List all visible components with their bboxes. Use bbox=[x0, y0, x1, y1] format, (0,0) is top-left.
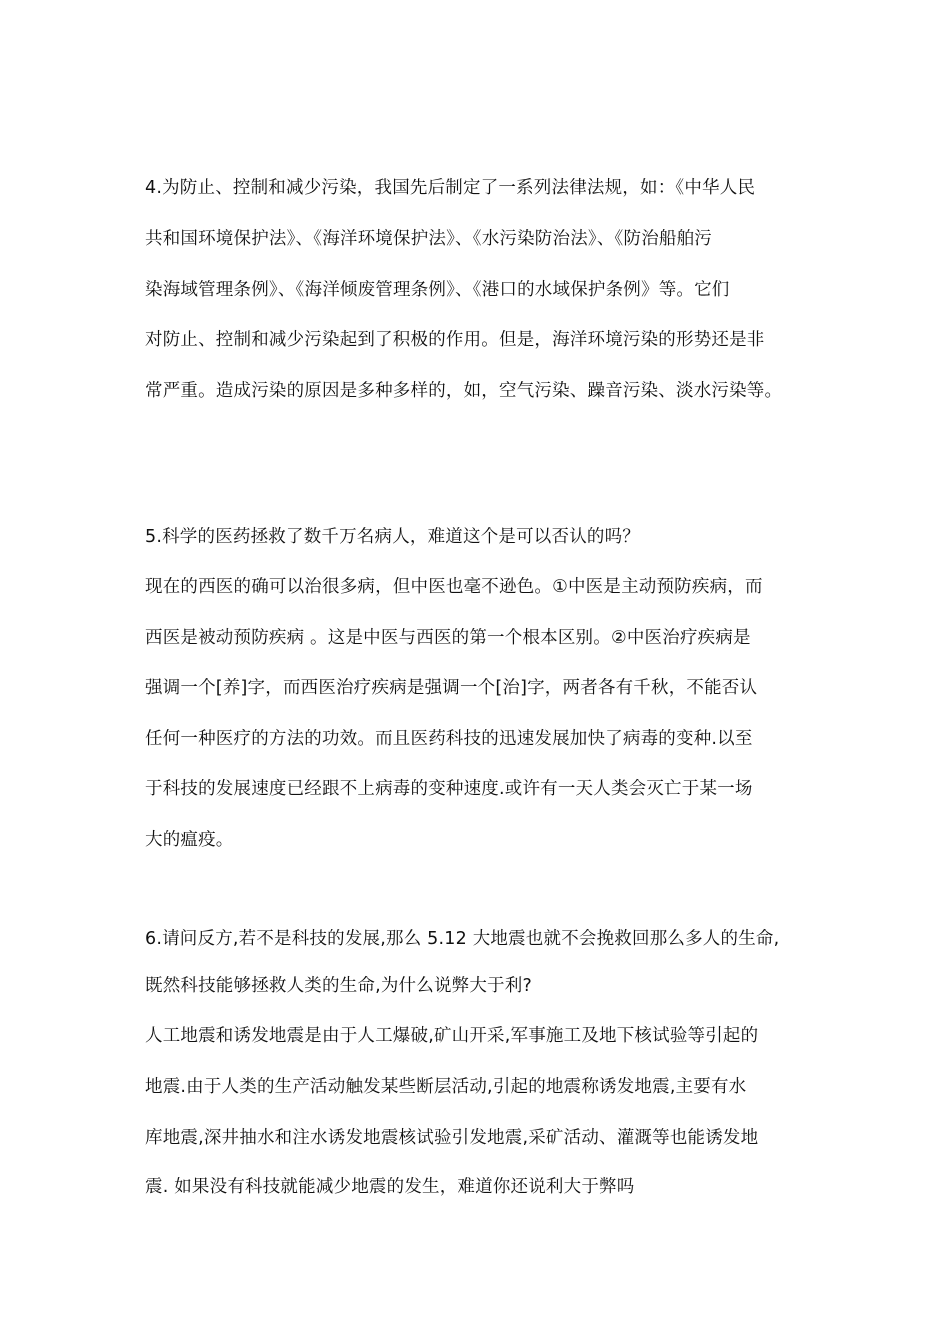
question-line: 6.请问反方,若不是科技的发展,那么 5.12 大地震也就不会挽救回那么多人的生命, bbox=[145, 929, 780, 949]
question-line: 既然科技能够拯救人类的生命,为什么说弊大于利? bbox=[145, 976, 532, 996]
paragraph-line: 4.为防止、控制和减少污染，我国先后制定了一系列法律法规，如：《中华人民 bbox=[145, 178, 756, 198]
paragraph-line: 任何一种医疗的方法的功效。而且医药科技的迅速发展加快了病毒的变种.以至 bbox=[145, 729, 753, 749]
paragraph-line: 于科技的发展速度已经跟不上病毒的变种速度.或许有一天人类会灭亡于某一场 bbox=[145, 779, 753, 799]
paragraph-line: 库地震,深井抽水和注水诱发地震核试验引发地震,采矿活动、灌溉等也能诱发地 bbox=[145, 1128, 759, 1148]
paragraph-line: 人工地震和诱发地震是由于人工爆破,矿山开采,军事施工及地下核试验等引起的 bbox=[145, 1026, 759, 1046]
question-line: 5.科学的医药拯救了数千万名病人，难道这个是可以否认的吗？ bbox=[145, 527, 640, 547]
paragraph-line: 震. 如果没有科技就能减少地震的发生，难道你还说利大于弊吗 bbox=[145, 1177, 635, 1197]
paragraph-line: 对防止、控制和减少污染起到了积极的作用。但是，海洋环境污染的形势还是非 bbox=[145, 330, 765, 350]
paragraph-line: 大的瘟疫。 bbox=[145, 830, 234, 850]
paragraph-line: 常严重。造成污染的原因是多种多样的，如，空气污染、躁音污染、淡水污染等。 bbox=[145, 381, 783, 401]
paragraph-line: 强调一个[养]字，而西医治疗疾病是强调一个[治]字，两者各有千秋，不能否认 bbox=[145, 678, 758, 698]
paragraph-line: 现在的西医的确可以治很多病，但中医也毫不逊色。①中医是主动预防疾病，而 bbox=[145, 577, 763, 597]
paragraph-line: 染海域管理条例》、《海洋倾废管理条例》、《港口的水域保护条例》等。它们 bbox=[145, 280, 730, 300]
paragraph-line: 地震.由于人类的生产活动触发某些断层活动,引起的地震称诱发地震,主要有水 bbox=[145, 1077, 747, 1097]
paragraph-line: 共和国环境保护法》、《海洋环境保护法》、《水污染防治法》、《防治船舶污 bbox=[145, 229, 712, 249]
paragraph-line: 西医是被动预防疾病 。这是中医与西医的第一个根本区别。②中医治疗疾病是 bbox=[145, 628, 751, 648]
